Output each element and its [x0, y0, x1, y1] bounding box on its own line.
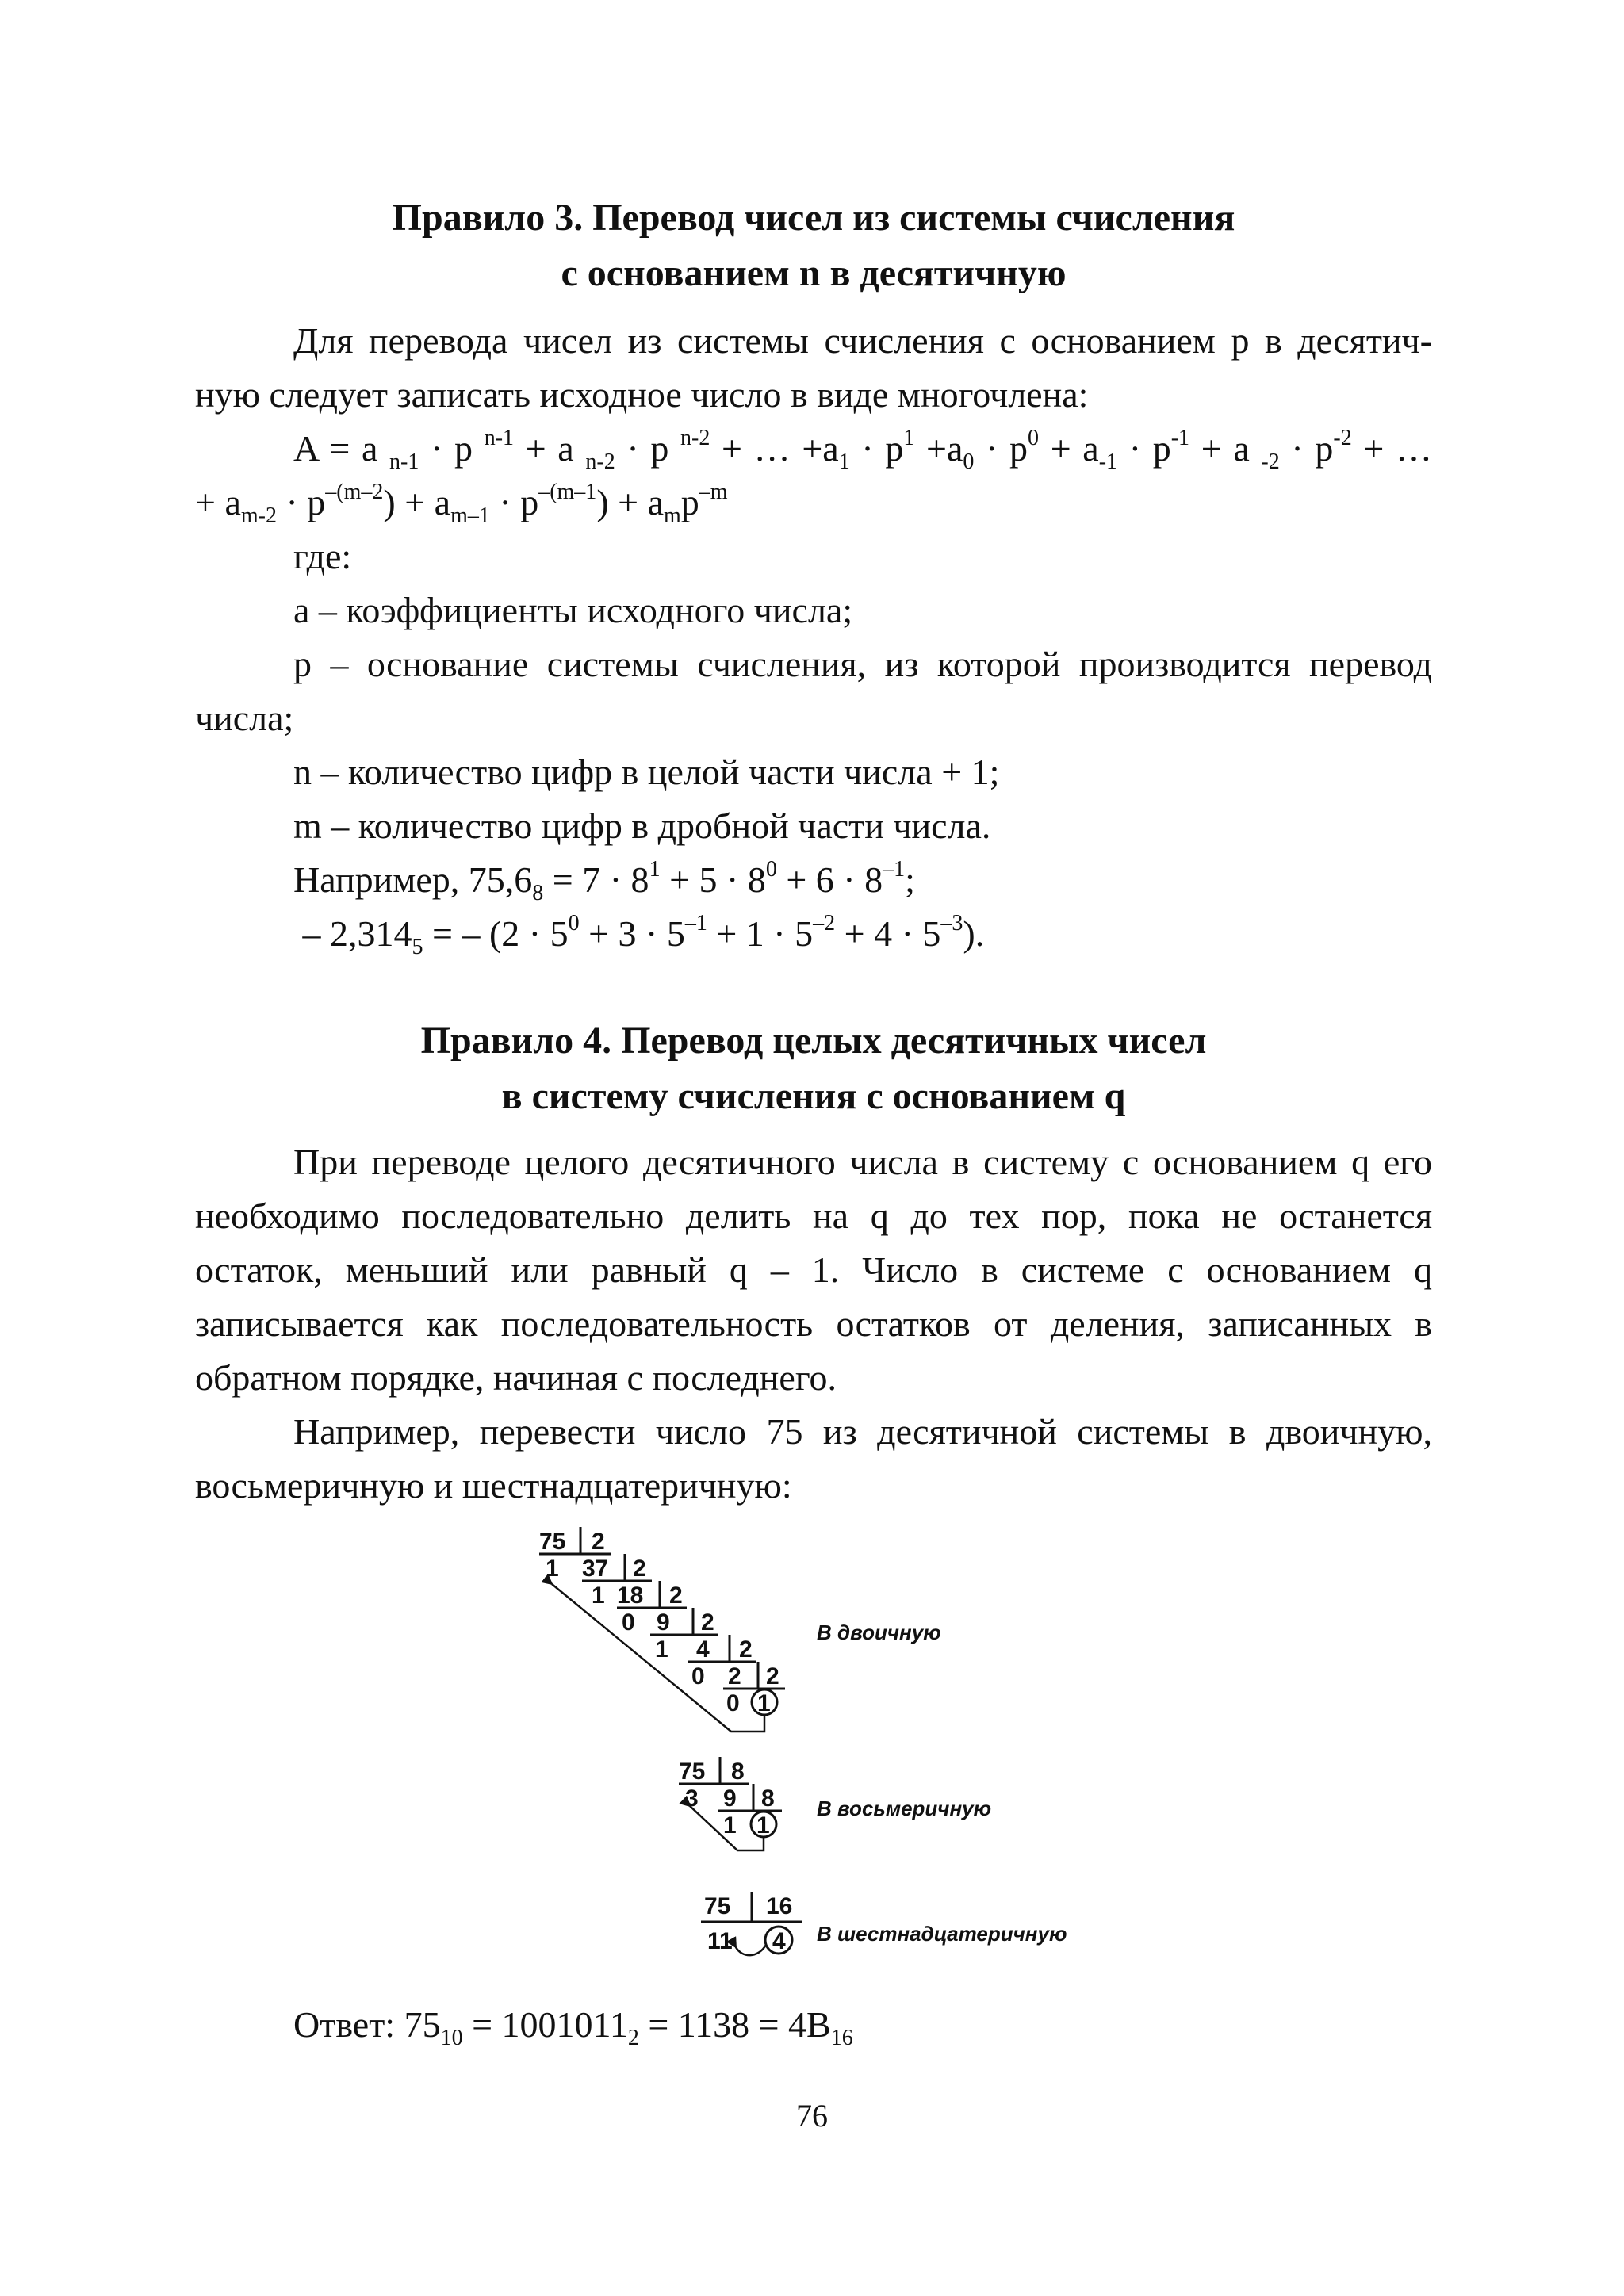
rule4-heading	[195, 1013, 1432, 1124]
example-quinary-to-decimal: – $2,314_5$ = – $(2 \cdot 5^0 + 3 \cdot 5^{-1} + 1 \cdot 5^{-2} + 4 \cdot 5^{-3})$.	[293, 911, 985, 959]
octal-divisor: 8	[731, 1758, 745, 1785]
binary-remainder: 0	[726, 1690, 740, 1716]
octal-dividend: 9	[723, 1785, 737, 1812]
binary-divisor: 2	[766, 1663, 779, 1689]
answer-line: Ответ: $75_{10} = 1001011_2 = 1138 = 4B_{16}$	[293, 2004, 853, 2050]
octal-division-diagram	[679, 1758, 776, 1839]
rule3-intro-line2: ную следует записать исходное число в виде многочлена:	[195, 374, 1089, 415]
hex-remainder: 11	[707, 1928, 733, 1954]
binary-dividend: 75	[539, 1529, 566, 1555]
rule4-title-line1: Правило 4. Перевод целых десятичных чисел	[420, 1020, 1207, 1062]
binary-divisor: 2	[633, 1556, 646, 1582]
hex-arrow	[736, 1945, 766, 1955]
definition-p-line1: р – основание системы счисления, из которой производится перевод	[293, 644, 1432, 684]
hex-dividend: 75	[704, 1893, 731, 1919]
binary-remainder: 1	[592, 1582, 605, 1609]
definition-p-line2: числа;	[195, 698, 294, 738]
hex-division-diagram	[704, 1893, 792, 1954]
rule3-intro-line1: Для перевода чисел из системы счисления с основанием р в десятич-	[293, 320, 1432, 361]
hex-label: В шестнадцатеричную	[817, 1922, 1067, 1946]
rule3-body	[195, 314, 1432, 961]
binary-remainder: 0	[622, 1609, 635, 1636]
definition-n: n – количество цифр в целой части числа + 1;	[293, 752, 1000, 792]
rule4-title-line2: в систему счисления с основанием q	[501, 1075, 1126, 1117]
rule3-title-line1: Правило 3. Перевод чисел из системы счисления	[392, 197, 1235, 239]
octal-remainder: 3	[685, 1785, 699, 1812]
rule4-paragraph1: При переводе целого десятичного числа в систему с основанием q его необходимо последовательно делить на q до тех пор, пока не останется остаток, меньший или равный q – 1. Число в системе с основанием q записывается как последовательность остатков от деления, записанных в обратном порядке, начиная с последнего.	[195, 1142, 1432, 1398]
binary-divisor: 2	[739, 1636, 753, 1663]
binary-dividend: 9	[657, 1609, 670, 1636]
polynomial-formula-line2: + $a_{m-2} \cdot p^{-(m-2}) + a_{m-1} \cdot p^{-(m-1}) + a_mp^{-m}$	[195, 480, 728, 528]
rule4-body	[195, 1135, 1432, 1513]
binary-divisor: 2	[669, 1582, 683, 1609]
binary-remainder: 0	[691, 1663, 705, 1689]
binary-divisor: 2	[701, 1609, 714, 1636]
binary-label: В двоичную	[817, 1621, 941, 1644]
octal-remainder: 1	[723, 1812, 737, 1839]
rule3-heading	[195, 190, 1432, 301]
hex-last-quotient: 4	[772, 1928, 786, 1954]
binary-remainder: 1	[546, 1556, 559, 1582]
binary-staircase-lines	[539, 1527, 785, 1689]
octal-label: В восьмеричную	[817, 1797, 992, 1820]
binary-divisor: 2	[592, 1529, 605, 1555]
binary-dividend: 37	[582, 1556, 609, 1582]
binary-last-quotient: 1	[757, 1690, 771, 1716]
polynomial-formula-line1: A = a $_{n-1}$ · p $^{n-1}$ + a $_{n-2}$ · p $^{n-2}$ + … $+a_1 \cdot p^1 +a_0 \cdot p^0 + a_{-1} \cdot p^{-1} + a$ $_{-2} \cdot p^{-2}$ + …	[293, 426, 1432, 474]
example-octal-to-decimal: Например, $75,6_8 = 7 \cdot 8^1 + 5 \cdot 8^0 + 6 \cdot 8^{-1}$;	[293, 857, 915, 905]
definition-a: а – коэффициенты исходного числа;	[293, 590, 853, 630]
where-label: где:	[293, 536, 352, 576]
octal-last-quotient: 1	[756, 1812, 770, 1839]
hex-divisor: 16	[766, 1893, 793, 1919]
page-number: 76	[796, 2098, 828, 2133]
definition-m: m – количество цифр в дробной части числа.	[293, 806, 991, 846]
binary-dividend: 2	[728, 1663, 741, 1689]
rule4-paragraph2: Например, перевести число 75 из десятичной системы в двоичную, восьмеричную и шестнадцатеричную:	[195, 1411, 1432, 1506]
binary-dividend: 4	[696, 1636, 710, 1663]
octal-divisor: 8	[761, 1785, 775, 1812]
division-diagrams	[523, 1521, 1158, 1996]
rule3-title-line2: с основанием n в десятичную	[561, 252, 1067, 294]
binary-remainder: 1	[655, 1636, 668, 1663]
octal-dividend: 75	[679, 1758, 706, 1785]
binary-dividend: 18	[617, 1582, 644, 1609]
